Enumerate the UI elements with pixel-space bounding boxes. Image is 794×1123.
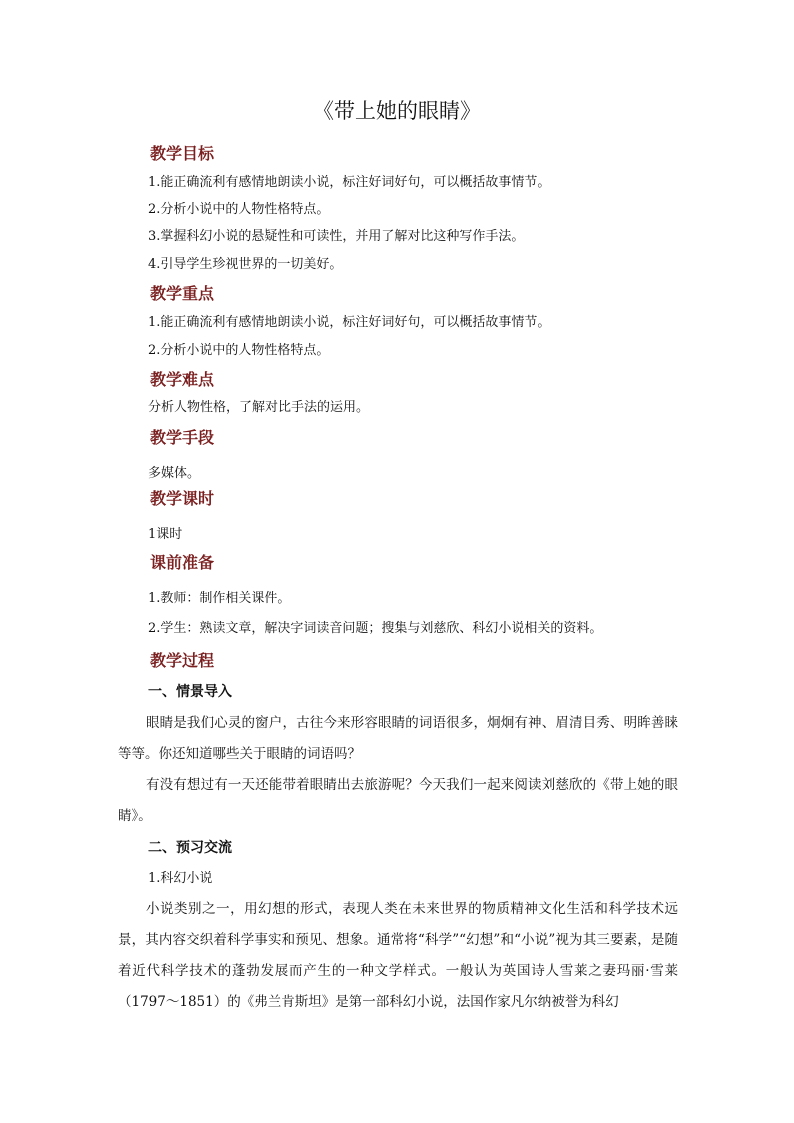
process-part1-paragraph: 眼睛是我们心灵的窗户，古往今来形容眼睛的词语很多，炯炯有神、眉清目秀、明眸善睐等等。你还知道哪些关于眼睛的词语吗？ bbox=[118, 715, 678, 762]
difficulties-text: 分析人物性格，了解对比手法的运用。 bbox=[148, 400, 370, 415]
process-part2-item: 1.科幻小说 bbox=[148, 871, 213, 886]
goal-item: 3.掌握科幻小说的悬疑性和可读性，并用了解对比这种写作手法。 bbox=[148, 229, 525, 244]
prep-item: 1.教师：制作相关课件。 bbox=[148, 591, 291, 606]
process-part2-heading: 二、预习交流 bbox=[148, 840, 232, 856]
process-part1-paragraph: 有没有想过有一天还能带着眼睛出去旅游呢？今天我们一起来阅读刘慈欣的《带上她的眼睛》。 bbox=[118, 777, 678, 824]
document-title: 《带上她的眼睛》 bbox=[313, 99, 481, 123]
heading-means: 教学手段 bbox=[150, 428, 215, 447]
goal-item: 2.分析小说中的人物性格特点。 bbox=[148, 202, 330, 217]
heading-difficulties: 教学难点 bbox=[150, 370, 215, 389]
process-part1-heading: 一、情景导入 bbox=[148, 684, 232, 700]
heading-prep: 课前准备 bbox=[150, 553, 215, 572]
key-point-item: 1.能正确流利有感情地朗读小说，标注好词好句，可以概括故事情节。 bbox=[148, 315, 551, 330]
heading-process: 教学过程 bbox=[150, 651, 215, 670]
process-part2-paragraph: 小说类别之一，用幻想的形式，表现人类在未来世界的物质精神文化生活和科学技术远景，其内容交织着科学事实和预见、想象。通常将“科学”“幻想”和“小说”视为其三要素，是随着近代科学技术的蓬勃发展而产生的一种文学样式。一般认为英国诗人雪莱之妻玛丽·雪莱（1797～1851）的《弗兰肯斯坦》是第一部科幻小说，法国作家凡尔纳被誉为科幻 bbox=[118, 901, 678, 1010]
heading-hours: 教学课时 bbox=[150, 489, 215, 508]
heading-goals: 教学目标 bbox=[150, 144, 215, 163]
goal-item: 1.能正确流利有感情地朗读小说，标注好词好句，可以概括故事情节。 bbox=[148, 175, 551, 190]
hours-text: 1课时 bbox=[148, 527, 183, 542]
goal-item: 4.引导学生珍视世界的一切美好。 bbox=[148, 257, 343, 272]
heading-key-points: 教学重点 bbox=[150, 284, 215, 303]
means-text: 多媒体。 bbox=[148, 466, 201, 481]
key-point-item: 2.分析小说中的人物性格特点。 bbox=[148, 343, 330, 358]
prep-item: 2.学生：熟读文章，解决字词读音问题；搜集与刘慈欣、科幻小说相关的资料。 bbox=[148, 621, 603, 636]
